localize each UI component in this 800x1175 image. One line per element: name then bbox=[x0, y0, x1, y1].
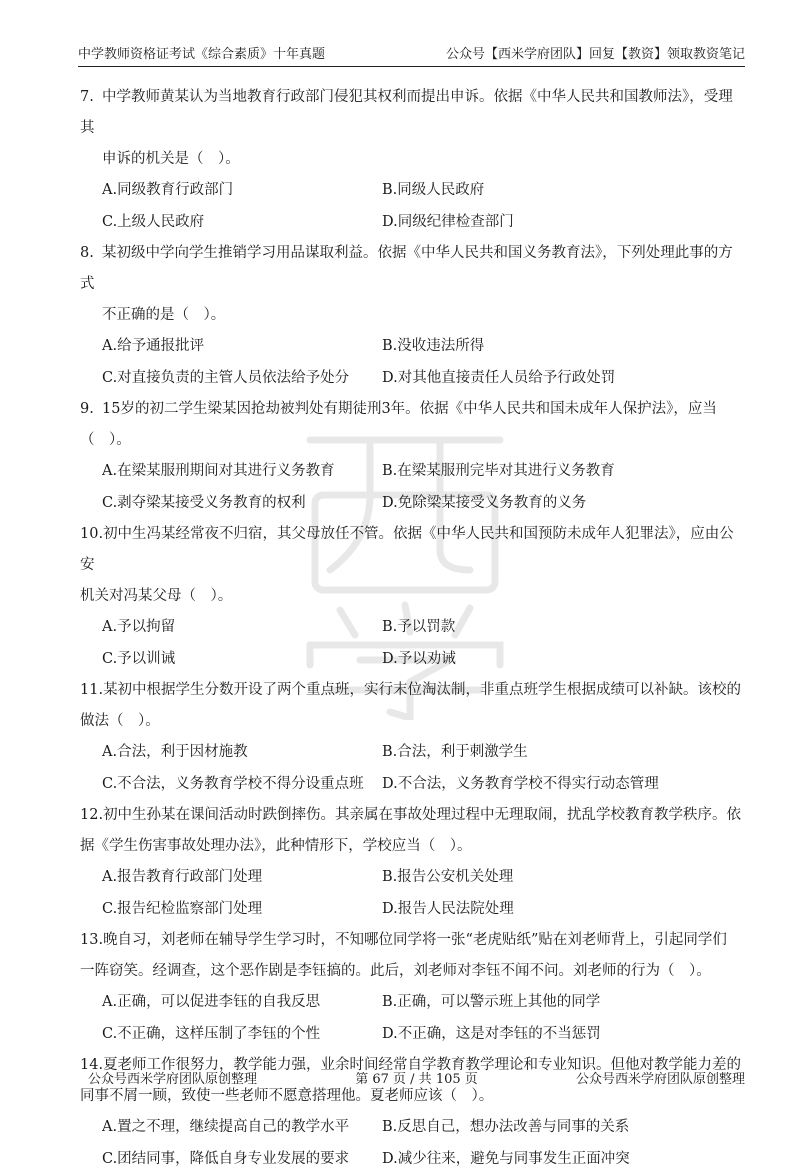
header-promo: 公众号【西米学府团队】回复【教资】领取教资笔记 bbox=[446, 43, 745, 62]
question-stem-line bbox=[80, 519, 745, 581]
question-stem-line bbox=[80, 925, 745, 956]
option-d[interactable]: D.不合法，义务教育学校不得实行动态管理 bbox=[382, 769, 745, 801]
question-stem-line bbox=[80, 82, 745, 144]
question bbox=[80, 394, 745, 519]
question-stem-line bbox=[80, 675, 745, 706]
question-stem-line bbox=[80, 581, 745, 612]
option-d[interactable]: D.不正确，这是对李钰的不当惩罚 bbox=[382, 1019, 745, 1051]
question-number: 14. bbox=[80, 1057, 103, 1073]
question-text: 夏老师工作很努力，教学能力强，业余时间经常自学教育教学理论和专业知识。但他对教学能力差的 bbox=[103, 1057, 741, 1073]
question-number: 8. bbox=[80, 238, 102, 269]
question-stem-line bbox=[80, 800, 745, 831]
options bbox=[80, 612, 745, 675]
options bbox=[80, 1112, 745, 1175]
options bbox=[80, 175, 745, 238]
option-c[interactable]: C.予以训诫 bbox=[102, 644, 382, 676]
option-b[interactable]: B.报告公安机关处理 bbox=[382, 862, 745, 894]
question bbox=[80, 925, 745, 1050]
question-number: 9. bbox=[80, 394, 102, 425]
footer-right: 公众号西米学府团队原创整理 bbox=[576, 1068, 745, 1087]
option-c[interactable]: C.剥夺梁某接受义务教育的权利 bbox=[102, 488, 382, 520]
option-d[interactable]: D.免除梁某接受义务教育的义务 bbox=[382, 488, 745, 520]
question-text: 申诉的机关是（ ）。 bbox=[102, 151, 240, 167]
question-stem-line bbox=[80, 300, 745, 331]
option-d[interactable]: D.减少往来，避免与同事发生正面冲突 bbox=[382, 1144, 745, 1175]
question-text: 做法（ ）。 bbox=[80, 713, 160, 729]
question-text: 据《学生伤害事故处理办法》，此种情形下，学校应当（ ）。 bbox=[80, 838, 472, 854]
option-d[interactable]: D.报告人民法院处理 bbox=[382, 894, 745, 926]
option-d[interactable]: D.同级纪律检查部门 bbox=[382, 207, 745, 239]
option-c[interactable]: C.上级人民政府 bbox=[102, 207, 382, 239]
option-a[interactable]: A.给予通报批评 bbox=[102, 331, 382, 363]
question bbox=[80, 238, 745, 394]
question bbox=[80, 82, 745, 238]
footer-left: 公众号西米学府团队原创整理 bbox=[88, 1068, 257, 1087]
option-c[interactable]: C.团结同事，降低自身专业发展的要求 bbox=[102, 1144, 382, 1175]
options bbox=[80, 737, 745, 800]
question-text: 中学教师黄某认为当地教育行政部门侵犯其权利而提出申诉。依据《中华人民共和国教师法》，受理其 bbox=[80, 89, 733, 136]
question-number: 13. bbox=[80, 932, 103, 948]
question-stem-line bbox=[80, 394, 745, 456]
question-number: 11. bbox=[80, 682, 103, 698]
option-b[interactable]: B.予以罚款 bbox=[382, 612, 745, 644]
option-d[interactable]: D.对其他直接责任人员给予行政处罚 bbox=[382, 363, 745, 395]
option-a[interactable]: A.合法，利于因材施教 bbox=[102, 737, 382, 769]
question-number: 12. bbox=[80, 807, 103, 823]
options bbox=[80, 456, 745, 519]
option-c[interactable]: C.不正确，这样压制了李钰的个性 bbox=[102, 1019, 382, 1051]
question-stem-line bbox=[80, 831, 745, 862]
question bbox=[80, 519, 745, 675]
option-d[interactable]: D.予以劝诫 bbox=[382, 644, 745, 676]
options bbox=[80, 987, 745, 1050]
question-text: 一阵窃笑。经调查，这个恶作剧是李钰搞的。此后，刘老师对李钰不闻不问。刘老师的行为（ ）。 bbox=[80, 963, 711, 979]
header-title: 中学教师资格证考试《综合素质》十年真题 bbox=[78, 43, 325, 62]
question-text: 初中生孙某在课间活动时跌倒摔伤。其亲属在事故处理过程中无理取闹，扰乱学校教育教学秩序。依 bbox=[103, 807, 741, 823]
page-number: 第 67 页 / 共 105 页 bbox=[88, 1068, 745, 1087]
options bbox=[80, 331, 745, 394]
options bbox=[80, 862, 745, 925]
question bbox=[80, 675, 745, 800]
question-number: 7. bbox=[80, 82, 102, 113]
page-footer bbox=[88, 1068, 745, 1087]
option-b[interactable]: B.正确，可以警示班上其他的同学 bbox=[382, 987, 745, 1019]
question-text: 晚自习，刘老师在辅导学生学习时，不知哪位同学将一张“老虎贴纸”贴在刘老师背上，引起同学们 bbox=[103, 932, 727, 948]
option-b[interactable]: B.合法，利于刺激学生 bbox=[382, 737, 745, 769]
option-a[interactable]: A.正确，可以促进李钰的自我反思 bbox=[102, 987, 382, 1019]
option-c[interactable]: C.对直接负责的主管人员依法给予处分 bbox=[102, 363, 382, 395]
option-a[interactable]: A.在梁某服刑期间对其进行义务教育 bbox=[102, 456, 382, 488]
option-a[interactable]: A.予以拘留 bbox=[102, 612, 382, 644]
option-b[interactable]: B.同级人民政府 bbox=[382, 175, 745, 207]
question-list bbox=[80, 82, 745, 1175]
option-a[interactable]: A.报告教育行政部门处理 bbox=[102, 862, 382, 894]
question-number: 10. bbox=[80, 526, 103, 542]
question-text: 某初级中学向学生推销学习用品谋取利益。依据《中华人民共和国义务教育法》，下列处理此事的方式 bbox=[80, 245, 733, 292]
page-header bbox=[78, 40, 745, 67]
question-text: 同事不屑一顾，致使一些老师不愿意搭理他。夏老师应该（ ）。 bbox=[80, 1088, 493, 1104]
question-stem-line bbox=[80, 238, 745, 300]
option-b[interactable]: B.反思自己，想办法改善与同事的关系 bbox=[382, 1112, 745, 1144]
question-text: 某初中根据学生分数开设了两个重点班，实行末位淘汰制，非重点班学生根据成绩可以补缺。该校的 bbox=[103, 682, 741, 698]
question-text: 不正确的是（ ）。 bbox=[102, 307, 225, 323]
option-c[interactable]: C.报告纪检监察部门处理 bbox=[102, 894, 382, 926]
question-text: 初中生冯某经常夜不归宿，其父母放任不管。依据《中华人民共和国预防未成年人犯罪法》，应由公安 bbox=[80, 526, 734, 573]
option-b[interactable]: B.在梁某服刑完毕对其进行义务教育 bbox=[382, 456, 745, 488]
question bbox=[80, 800, 745, 925]
question-stem-line bbox=[80, 144, 745, 175]
question-text: 15岁的初二学生梁某因抢劫被判处有期徒刑3年。依据《中华人民共和国未成年人保护法》，应当（ ）。 bbox=[80, 401, 717, 448]
question-stem-line bbox=[80, 956, 745, 987]
option-a[interactable]: A.置之不理，继续提高自己的教学水平 bbox=[102, 1112, 382, 1144]
option-c[interactable]: C.不合法，义务教育学校不得分设重点班 bbox=[102, 769, 382, 801]
option-b[interactable]: B.没收违法所得 bbox=[382, 331, 745, 363]
question-stem-line bbox=[80, 706, 745, 737]
question-text: 机关对冯某父母（ ）。 bbox=[80, 588, 232, 604]
option-a[interactable]: A.同级教育行政部门 bbox=[102, 175, 382, 207]
